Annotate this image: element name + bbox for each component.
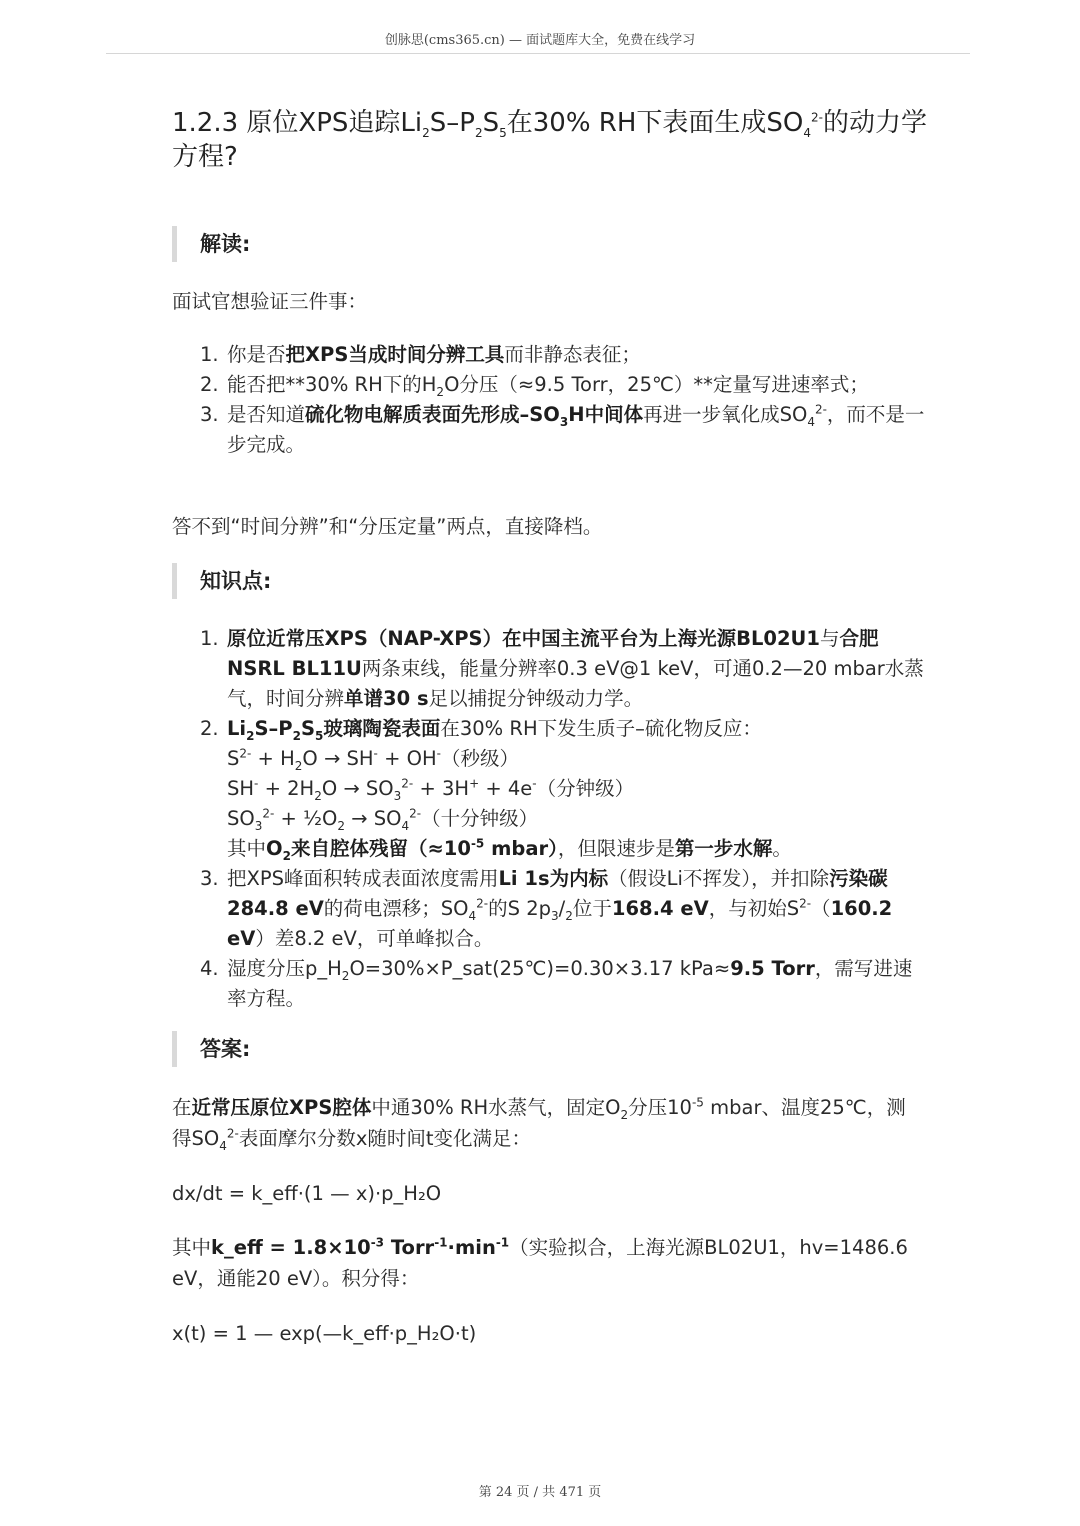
list-item: 3. 是否知道硫化物电解质表面先形成$-SO_3H$中间体再进一步氧化成$SO_4^{2-}$，而不是一步完成。 bbox=[200, 402, 925, 456]
list-item: 3. 把XPS峰面积转成表面浓度需用Li 1s为内标（假设Li不挥发），并扣除污染碳284.8 eV的荷电漂移；$SO_4^{2-}$的S $2p_3/_2$位于168.4 eV，与初始$S^{2-}(160.2$ eV）差8.2 eV，可单峰拟合。 bbox=[200, 867, 893, 950]
list-item: 4. 湿度分压$p\_H_2O=30\%\times P\_sat(25℃)=0.30\times 3.17$ kPa≈9.5 Torr，需写进速率方程。 bbox=[200, 957, 913, 1010]
answer-paragraph-2: 其中k_eff = $1.8\times 10^{-3}$ $Torr^{-1}\cdot\min^{-1}$（实验拟合，上海光源BL02U1，hv=1486.6 eV，通能20 eV）。积分得： bbox=[172, 1235, 908, 1290]
header-divider bbox=[106, 53, 970, 54]
section-answer-label: 答案: bbox=[200, 1037, 251, 1061]
section-knowledge-label: 知识点: bbox=[200, 569, 272, 593]
list-item: 2. 能否把**30% RH下的$H_2O$分压（≈9.5 Torr，25℃）**定量写进速率式； bbox=[200, 373, 869, 399]
rate-equation: dx/dt = k_eff·(1 — x)·p_H₂O bbox=[172, 1182, 442, 1205]
knowledge-list bbox=[200, 624, 930, 1014]
list-item: 2. $Li_2S-P_2S_5$玻璃陶瓷表面在30% RH下发生质子–硫化物反应： $S^{2-} + H_2O \to SH^- + OH^-$（秒级） $SH^- + 2H_2O \to SO_3^{2-} + 3H^+ + 4e^-$（分钟级） $SO_3^{2-}$ + $\frac{1}{2}O_2 \to SO_4^{2-}$（十分钟级） 其中$O_2$来自腔体残留（$\approx 10^{-5}$ mbar），但限速步是第一步水解。 bbox=[200, 717, 792, 863]
interpretation-intro: 面试官想验证三件事： bbox=[172, 290, 368, 313]
answer-paragraph-1: 在近常压原位XPS腔体中通30% RH水蒸气，固定$O_2$分压$10^{-5}$ mbar、温度25℃，测得$SO_4^{2-}$表面摩尔分数x随时间t变化满足： bbox=[172, 1095, 906, 1153]
interpretation-list bbox=[200, 340, 930, 460]
integrated-equation: x(t) = 1 — exp(—k_eff·p_H₂O·t) bbox=[172, 1322, 477, 1345]
section-interpretation bbox=[172, 226, 250, 262]
page-footer: 第 24 页 / 共 471 页 bbox=[478, 1485, 602, 1500]
section-interpretation-label: 解读: bbox=[200, 232, 251, 256]
list-item: 1. 你是否把XPS当成时间分辨工具而非静态表征； bbox=[200, 343, 641, 366]
list-item: 1. 原位近常压XPS（NAP-XPS）在中国主流平台为上海光源BL02U1与合肥NSRL BL11U两条束线，能量分辨率0.3 eV@1 keV，可通0.2—20 mbar水蒸气，时间分辨单谱30 s足以捕捉分钟级动力学。 bbox=[200, 627, 924, 710]
interpretation-outro: 答不到“时间分辨”和“分压定量”两点，直接降档。 bbox=[172, 515, 603, 538]
page-header: 创脉思(cms365.cn) — 面试题库大全，免费在线学习 bbox=[384, 33, 696, 48]
question-title: 1.2.3 原位XPS追踪$Li_2S-P_2S_5$在30% RH下表面生成$SO_4^{2-}$的动力学方程? bbox=[172, 108, 928, 172]
section-answer bbox=[172, 1031, 250, 1067]
section-knowledge bbox=[172, 563, 271, 599]
